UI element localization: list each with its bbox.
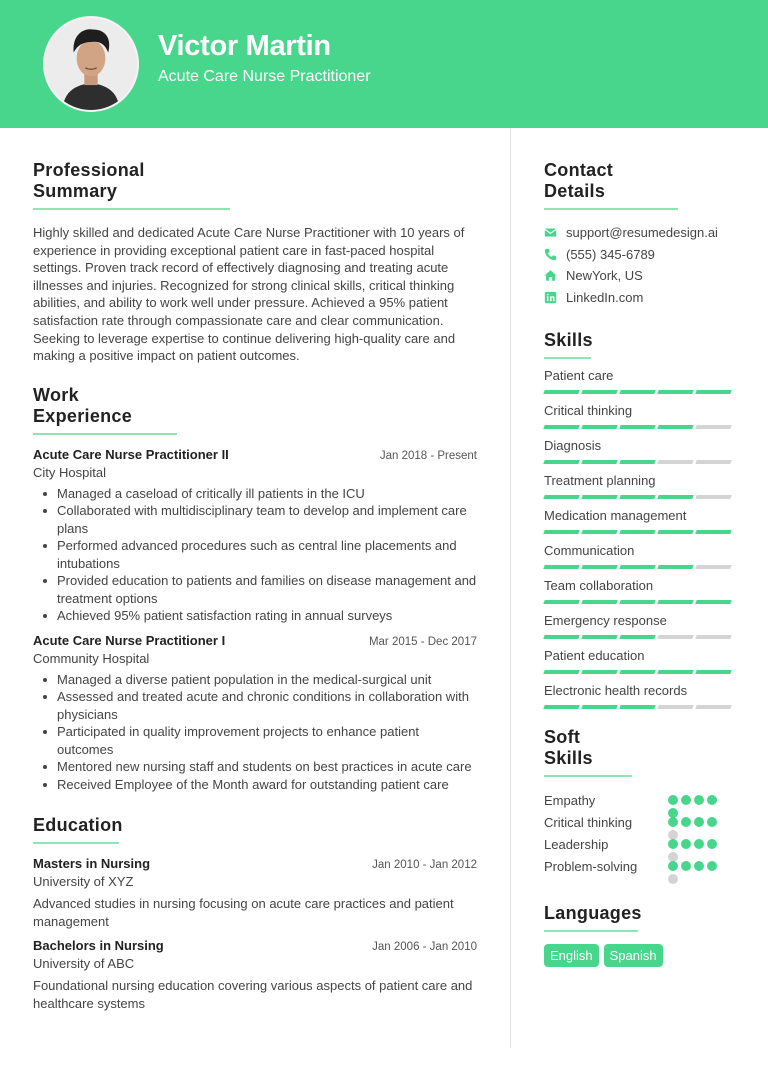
linkedin-icon (544, 291, 557, 304)
skill-item (544, 437, 744, 464)
skill-level-segment (543, 425, 579, 429)
skill-level-segment (543, 565, 579, 569)
languages-section (544, 903, 744, 967)
skill-level-segment (695, 390, 731, 394)
skill-item (544, 577, 744, 604)
languages-list (544, 944, 744, 967)
contact-email[interactable] (544, 222, 744, 244)
skill-item (544, 542, 744, 569)
section-heading: Soft Skills (544, 727, 632, 777)
skill-level-segment (657, 670, 693, 674)
skill-name: Electronic health records (544, 683, 688, 698)
section-heading: Languages (544, 903, 638, 932)
rating-dot (707, 817, 717, 827)
rating-dot (707, 795, 717, 805)
skill-level-segment (581, 565, 617, 569)
bullet-item: Participated in quality improvement projects to enhance patient outcomes (33, 723, 477, 758)
job-organization: City Hospital (33, 464, 106, 480)
skill-level-segment (695, 600, 731, 604)
skill-level-segment (657, 425, 693, 429)
skill-level-segment (695, 530, 731, 534)
rating-dot (681, 839, 691, 849)
skill-level-segment (543, 635, 579, 639)
job-bullets (33, 485, 477, 625)
skill-level-segment (543, 600, 579, 604)
degree-title: Masters in Nursing (33, 856, 151, 872)
skill-item (544, 682, 744, 709)
education-description: Advanced studies in nursing focusing on acute care practices and patient management (33, 896, 454, 929)
skill-level-segment (695, 425, 731, 429)
job-title: Acute Care Nurse Practitioner II (33, 446, 229, 462)
profile-photo-icon (45, 18, 137, 110)
skill-level-segment (619, 565, 655, 569)
candidate-title: Acute Care Nurse Practitioner (158, 68, 371, 85)
rating-dot (694, 839, 704, 849)
skill-level-segment (657, 705, 693, 709)
rating-dot (694, 861, 704, 871)
summary-section (33, 160, 477, 365)
skill-level-segment (657, 635, 693, 639)
skill-level-segment (581, 425, 617, 429)
skill-level-segment (581, 600, 617, 604)
soft-skill-name: Critical thinking (544, 814, 633, 830)
skill-level-bar (544, 600, 744, 604)
bullet-item: Mentored new nursing staff and students on best practices in acute care (33, 758, 477, 776)
skills-section (544, 330, 744, 709)
skill-level-segment (695, 635, 731, 639)
school-name: University of XYZ (33, 874, 134, 890)
contact-location (544, 265, 744, 287)
contact-text: NewYork, US (566, 268, 643, 284)
soft-skill-name: Empathy (544, 792, 596, 808)
section-heading: Skills (544, 330, 591, 359)
rating-dot (681, 861, 691, 871)
skill-level-segment (657, 495, 693, 499)
summary-text: Highly skilled and dedicated Acute Care Nurse Practitioner with 10 years of experience in providing exceptional patient care in fast-paced hospital settings. Proven track record of effectively diagnosing and treating acute illnesses and injuries. Recognized for strong clinical skills, critical thinking abilities, and ability to work well under pressure. Achieved a 95% patient satisfaction rate through compassionate care and clear communication. Seeking to leverage expertise to continue delivering high-quality care and making a positive impact on patient outcomes. (33, 225, 465, 364)
skill-level-segment (543, 460, 579, 464)
bullet-item: Assessed and treated acute and chronic conditions in collaboration with physicians (33, 688, 477, 723)
job-dates: Jan 2018 - Present (379, 449, 477, 462)
rating-dot (681, 795, 691, 805)
skill-level-segment (657, 600, 693, 604)
job-dates: Mar 2015 - Dec 2017 (368, 635, 477, 648)
skill-level-bar (544, 705, 744, 709)
soft-skills-section (544, 727, 744, 877)
skill-level-bar (544, 495, 744, 499)
skill-level-segment (695, 460, 731, 464)
avatar (43, 16, 139, 112)
rating-dot (668, 817, 678, 827)
skill-level-segment (543, 530, 579, 534)
soft-skills-list (544, 789, 744, 877)
soft-skill-name: Problem-solving (544, 858, 638, 874)
job-entry (33, 447, 477, 625)
column-divider (510, 128, 511, 1048)
skill-level-bar (544, 460, 744, 464)
soft-skill-rating (668, 861, 724, 871)
rating-dot (668, 795, 678, 805)
soft-skill-rating (668, 817, 724, 827)
skill-level-bar (544, 425, 744, 429)
section-heading: Education (33, 815, 119, 844)
bullet-item: Achieved 95% patient satisfaction rating in annual surveys (33, 607, 477, 625)
rating-dot (707, 839, 717, 849)
job-entry (33, 633, 477, 794)
skill-level-segment (619, 600, 655, 604)
skill-level-segment (543, 705, 579, 709)
skill-level-segment (657, 565, 693, 569)
candidate-name: Victor Martin (158, 30, 331, 62)
soft-skill-name: Leadership (544, 836, 609, 852)
education-description: Foundational nursing education covering various aspects of patient care and healthcare systems (33, 978, 473, 1011)
skill-level-segment (543, 390, 579, 394)
rating-dot (668, 839, 678, 849)
skill-level-segment (581, 530, 617, 534)
skill-name: Team collaboration (544, 578, 654, 593)
education-dates: Jan 2006 - Jan 2010 (372, 941, 477, 954)
skill-level-segment (619, 635, 655, 639)
skill-level-segment (619, 425, 655, 429)
soft-skill-item (544, 833, 744, 855)
job-organization: Community Hospital (33, 650, 150, 666)
job-bullets (33, 671, 477, 794)
contact-text: LinkedIn.com (566, 289, 644, 305)
skill-item (544, 367, 744, 394)
skill-item (544, 612, 744, 639)
bullet-item: Managed a caseload of critically ill patients in the ICU (33, 485, 477, 503)
skill-level-segment (619, 670, 655, 674)
skill-level-segment (619, 530, 655, 534)
contact-phone[interactable] (544, 244, 744, 266)
skill-level-bar (544, 530, 744, 534)
skill-level-segment (619, 460, 655, 464)
skill-level-segment (695, 670, 731, 674)
resume-header (0, 0, 768, 128)
education-entry (33, 856, 477, 930)
skill-name: Diagnosis (544, 438, 602, 453)
skill-name: Medication management (544, 508, 687, 523)
skill-level-bar (544, 390, 744, 394)
contact-text: support@resumedesign.ai (566, 225, 718, 241)
skill-level-bar (544, 635, 744, 639)
skill-name: Treatment planning (544, 473, 656, 488)
section-heading: Professional Summary (33, 160, 230, 210)
skill-item (544, 472, 744, 499)
education-dates: Jan 2010 - Jan 2012 (372, 859, 477, 872)
rating-dot (707, 861, 717, 871)
contact-text: (555) 345-6789 (566, 246, 655, 262)
skill-item (544, 507, 744, 534)
language-tag: Spanish (604, 944, 663, 967)
bullet-item: Received Employee of the Month award for outstanding patient care (33, 776, 477, 794)
rating-dot (694, 795, 704, 805)
bullet-item: Managed a diverse patient population in the medical-surgical unit (33, 671, 477, 689)
contact-section (544, 160, 744, 308)
envelope-icon (544, 226, 557, 239)
rating-dot (668, 874, 678, 884)
main-column (33, 160, 477, 1030)
bullet-item: Collaborated with multidisciplinary team to develop and implement care plans (33, 502, 477, 537)
skill-level-bar (544, 670, 744, 674)
skill-level-segment (581, 705, 617, 709)
degree-title: Bachelors in Nursing (33, 938, 164, 954)
skill-name: Communication (544, 543, 635, 558)
skill-level-segment (695, 565, 731, 569)
school-name: University of ABC (33, 956, 135, 972)
skill-level-segment (657, 460, 693, 464)
skill-level-segment (581, 635, 617, 639)
bullet-item: Provided education to patients and families on disease management and treatment options (33, 572, 477, 607)
soft-skill-rating (668, 795, 724, 805)
job-title: Acute Care Nurse Practitioner I (33, 632, 226, 648)
skill-level-segment (657, 390, 693, 394)
skill-name: Patient education (544, 648, 645, 663)
skills-list (544, 367, 744, 709)
skill-name: Emergency response (544, 613, 667, 628)
skill-item (544, 647, 744, 674)
rating-dot (681, 817, 691, 827)
section-heading: Contact Details (544, 160, 678, 210)
phone-icon (544, 248, 557, 261)
rating-dot (668, 861, 678, 871)
skill-level-segment (619, 705, 655, 709)
soft-skill-item (544, 811, 744, 833)
side-column (544, 160, 744, 985)
skill-level-segment (695, 705, 731, 709)
education-section (33, 815, 477, 1012)
soft-skill-item (544, 855, 744, 877)
skill-level-segment (581, 670, 617, 674)
education-entry (33, 938, 477, 1012)
skill-level-bar (544, 565, 744, 569)
skill-level-segment (543, 670, 579, 674)
skill-level-segment (619, 390, 655, 394)
skill-level-segment (657, 530, 693, 534)
soft-skill-item (544, 789, 744, 811)
home-icon (544, 269, 557, 282)
soft-skill-rating (668, 839, 724, 849)
skill-name: Critical thinking (544, 403, 633, 418)
skill-level-segment (695, 495, 731, 499)
contact-linkedin[interactable] (544, 287, 744, 309)
section-heading: Work Experience (33, 385, 177, 435)
skill-level-segment (581, 390, 617, 394)
skill-level-segment (581, 495, 617, 499)
skill-level-segment (581, 460, 617, 464)
rating-dot (694, 817, 704, 827)
experience-section (33, 385, 477, 794)
bullet-item: Performed advanced procedures such as central line placements and intubations (33, 537, 477, 572)
skill-item (544, 402, 744, 429)
skill-level-segment (543, 495, 579, 499)
language-tag: English (544, 944, 599, 967)
skill-name: Patient care (544, 368, 614, 383)
skill-level-segment (619, 495, 655, 499)
